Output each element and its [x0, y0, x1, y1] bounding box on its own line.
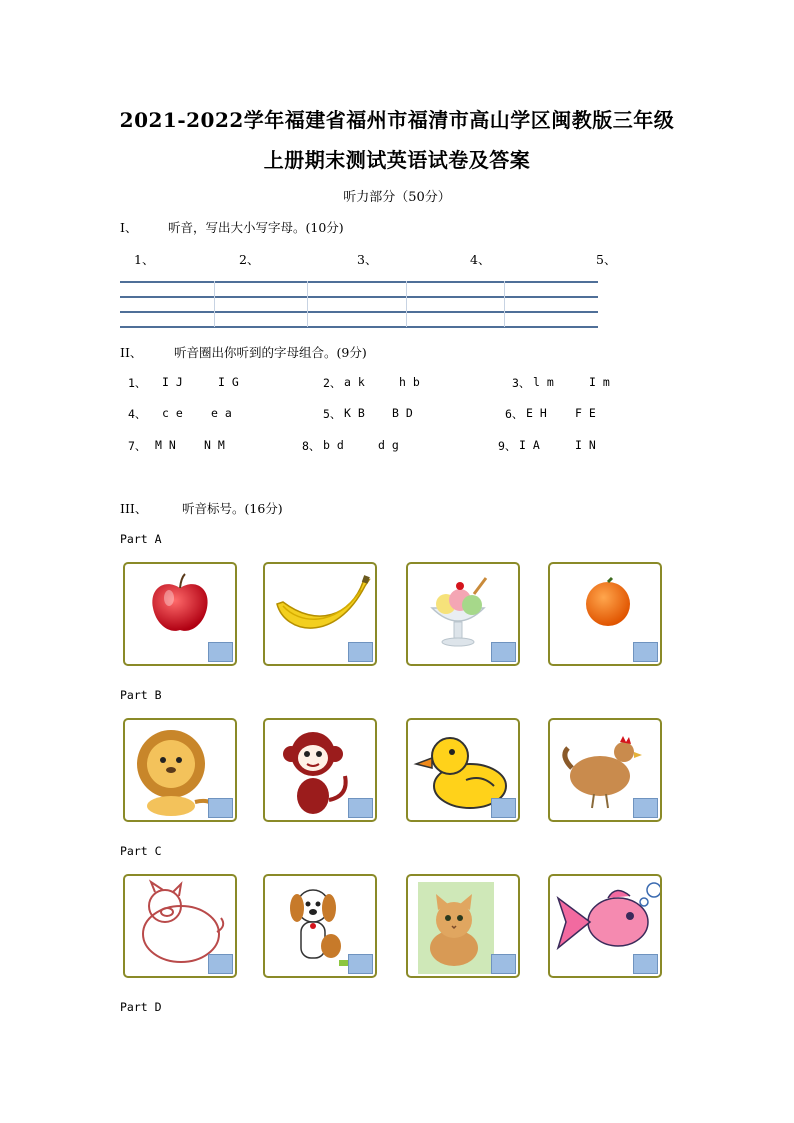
q2-option[interactable]: F E [575, 406, 596, 420]
q2-item-num: 5、 [323, 407, 342, 421]
q2-item-num: 7、 [128, 439, 147, 453]
card-monkey[interactable] [263, 718, 377, 822]
part-b-label: Part B [120, 688, 162, 702]
card-pig[interactable] [123, 874, 237, 978]
q2-item-num: 8、 [302, 439, 321, 453]
q2-option[interactable]: c e [162, 406, 183, 420]
answer-box[interactable] [348, 954, 373, 974]
doc-title-line2: 上册期末测试英语试卷及答案 [263, 148, 531, 172]
q1-instruction: 听音，写出大小写字母。(10分) [168, 220, 344, 235]
q3-instruction: 听音标号。(16分) [182, 501, 283, 516]
answer-box[interactable] [633, 642, 658, 662]
q2-option[interactable]: l m [533, 375, 554, 389]
card-duck[interactable] [406, 718, 520, 822]
q2-option[interactable]: I N [575, 438, 596, 452]
q2-instruction: 听音圈出你听到的字母组合。(9分) [174, 345, 367, 360]
q2-option[interactable]: I J [162, 375, 183, 389]
q2-option[interactable]: B D [392, 406, 413, 420]
q1-slot-5: 5、 [596, 252, 617, 267]
card-fish[interactable] [548, 874, 662, 978]
card-banana[interactable] [263, 562, 377, 666]
answer-box[interactable] [208, 642, 233, 662]
q2-item-num: 6、 [505, 407, 524, 421]
q1-slot-2: 2、 [239, 252, 260, 267]
q2-option[interactable]: M N [155, 438, 176, 452]
card-cat[interactable] [406, 874, 520, 978]
q2-number: II、 [120, 345, 143, 360]
q2-item-num: 9、 [498, 439, 517, 453]
q2-option[interactable]: e a [211, 406, 232, 420]
q2-option[interactable]: I m [589, 375, 610, 389]
q2-option[interactable]: h b [399, 375, 420, 389]
part-c-label: Part C [120, 844, 162, 858]
q2-option[interactable]: I A [519, 438, 540, 452]
q2-option[interactable]: d g [378, 438, 399, 452]
answer-box[interactable] [633, 798, 658, 818]
q1-slot-1: 1、 [134, 252, 155, 267]
card-hen[interactable] [548, 718, 662, 822]
card-lion[interactable] [123, 718, 237, 822]
q3-number: III、 [120, 501, 148, 516]
answer-box[interactable] [348, 642, 373, 662]
q1-slot-4: 4、 [470, 252, 491, 267]
part-d-label: Part D [120, 1000, 162, 1014]
q2-item-num: 3、 [512, 376, 531, 390]
answer-box[interactable] [491, 954, 516, 974]
card-apple[interactable] [123, 562, 237, 666]
q2-option[interactable]: K B [344, 406, 365, 420]
card-dog[interactable] [263, 874, 377, 978]
q2-option[interactable]: a k [344, 375, 365, 389]
q1-slot-3: 3、 [357, 252, 378, 267]
answer-box[interactable] [491, 642, 516, 662]
answer-box[interactable] [491, 798, 516, 818]
answer-box[interactable] [208, 798, 233, 818]
q1-number: I、 [120, 220, 138, 235]
part-a-label: Part A [120, 532, 162, 546]
answer-box[interactable] [208, 954, 233, 974]
answer-box[interactable] [348, 798, 373, 818]
q2-option[interactable]: I G [218, 375, 239, 389]
q2-item-num: 2、 [323, 376, 342, 390]
q2-item-num: 1、 [128, 376, 147, 390]
section-heading: 听力部分（50分） [343, 190, 451, 205]
q2-option[interactable]: b d [323, 438, 344, 452]
doc-title-line1: 2021-2022学年福建省福州市福清市高山学区闽教版三年级 [119, 108, 675, 132]
q2-item-num: 4、 [128, 407, 147, 421]
q2-option[interactable]: N M [204, 438, 225, 452]
answer-box[interactable] [633, 954, 658, 974]
card-ice-cream[interactable] [406, 562, 520, 666]
q2-option[interactable]: E H [526, 406, 547, 420]
card-orange[interactable] [548, 562, 662, 666]
